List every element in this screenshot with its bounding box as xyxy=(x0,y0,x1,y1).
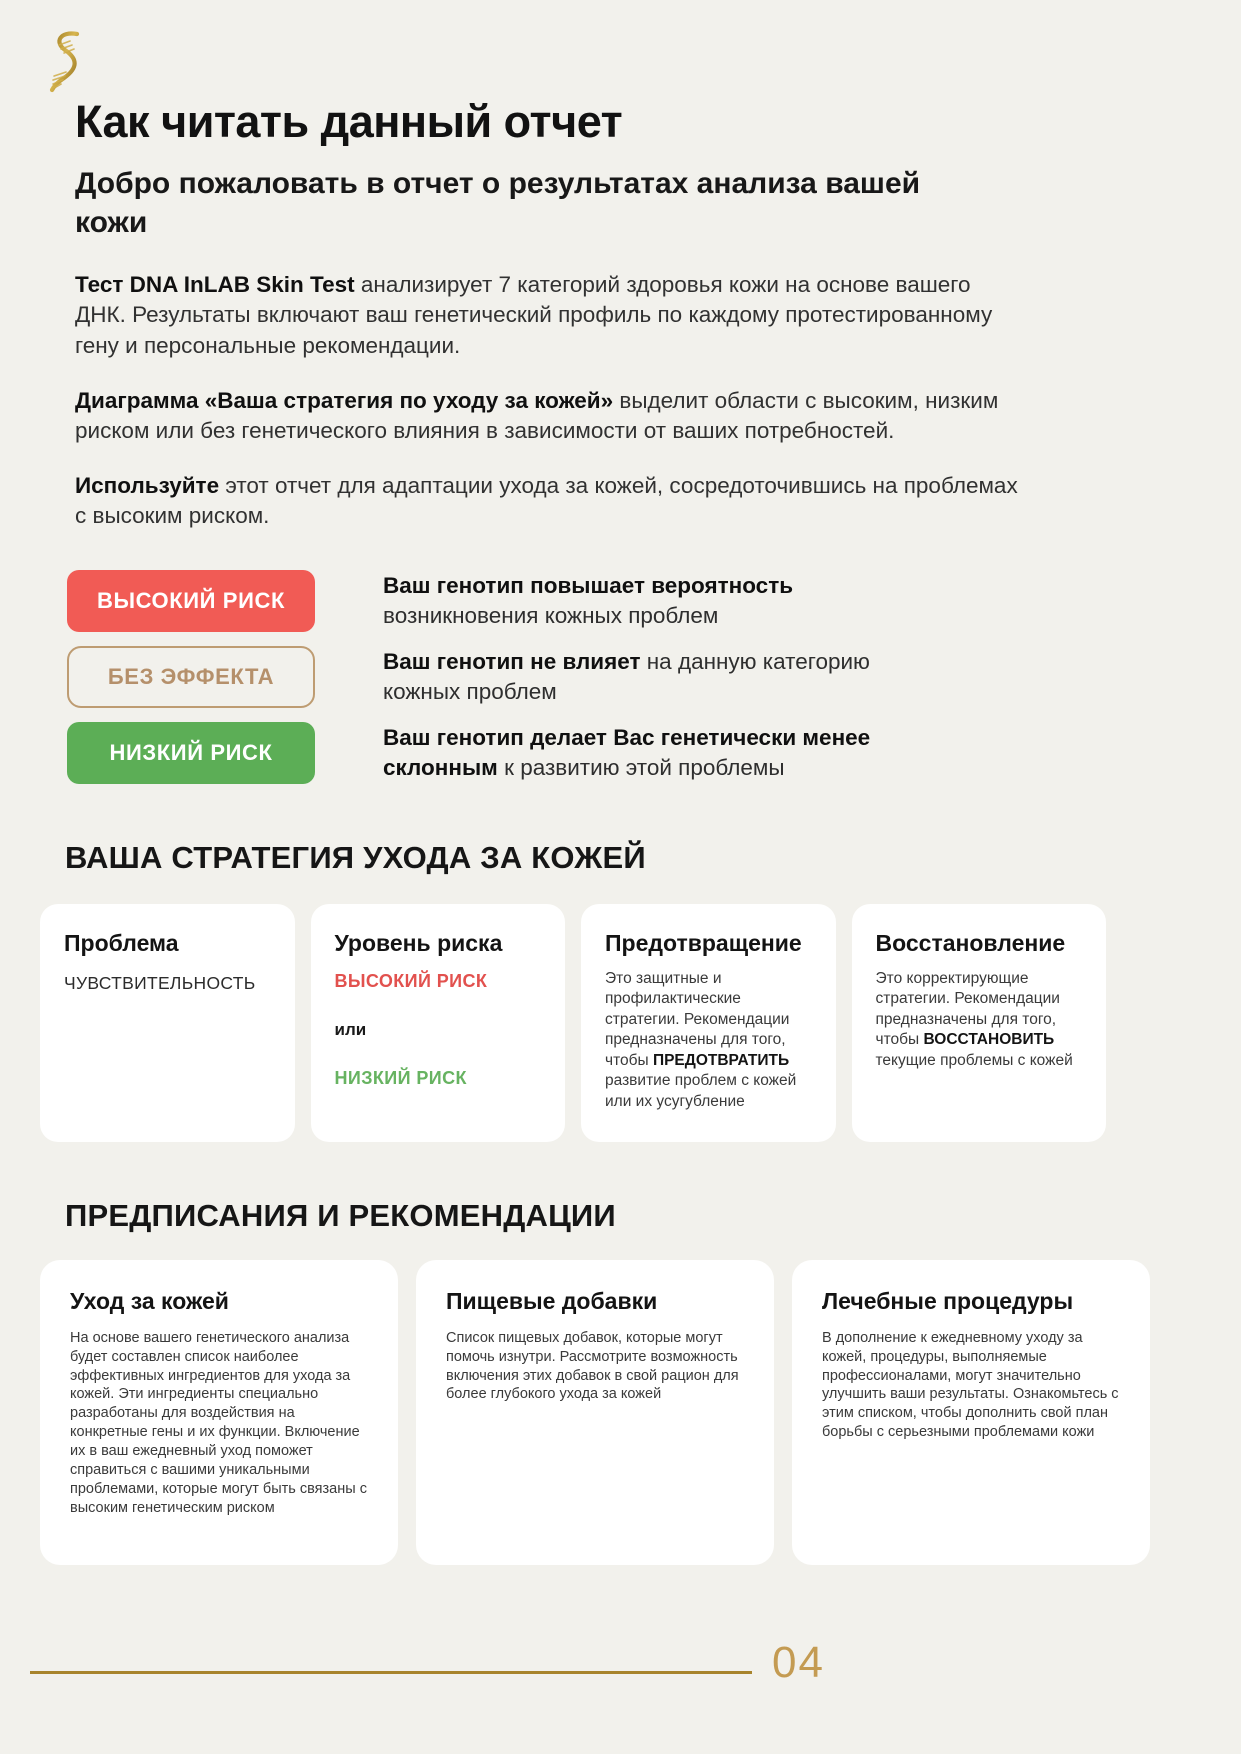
prescriptions-cards-row xyxy=(40,1260,1150,1565)
strategy-cards-row xyxy=(40,904,1106,1142)
page-subtitle: Добро пожаловать в отчет о результатах анализа вашей кожи xyxy=(75,166,921,239)
strategy-card-restoration xyxy=(852,904,1107,1142)
high-risk-description xyxy=(383,571,888,632)
strategy-section-heading: ВАША СТРАТЕГИЯ УХОДА ЗА КОЖЕЙ xyxy=(65,839,646,875)
prevention-body-bold: ПРЕДОТВРАТИТЬ xyxy=(652,1051,790,1069)
prescription-card-skincare xyxy=(40,1260,398,1565)
prescription-card-supplements xyxy=(416,1260,774,1565)
intro-paragraph-3-text: этот отчет для адаптации ухода за кожей, сосредоточившись на проблемах с высоким риском. xyxy=(75,472,1018,529)
prescription-card-supplements-title: Пищевые добавки xyxy=(446,1287,658,1314)
intro-paragraph-2 xyxy=(75,386,1025,447)
page-title: Как читать данный отчет xyxy=(75,96,623,147)
legend-row-low-risk xyxy=(67,722,1150,784)
footer-divider-line xyxy=(30,1671,752,1674)
content-column xyxy=(40,0,1150,1565)
low-risk-description-text: к развитию этой проблемы xyxy=(497,754,785,780)
prescription-card-treatments-body: В дополнение к ежедневному уходу за кожей, процедуры, выполняемые профессионалами, могут значительно улучшить ваши результаты. Ознакомьтесь с этим списком, чтобы дополнить свой план борьбы с серьезными проблемами кожи xyxy=(822,1329,1119,1441)
intro-paragraph-1 xyxy=(75,270,1025,362)
no-effect-description xyxy=(383,647,888,708)
no-effect-badge: БЕЗ ЭФФЕКТА xyxy=(67,646,315,708)
prescriptions-section-heading: ПРЕДПИСАНИЯ И РЕКОМЕНДАЦИИ xyxy=(65,1197,616,1233)
high-risk-description-text: возникновения кожных проблем xyxy=(383,602,719,628)
legend-row-high-risk xyxy=(67,570,1150,632)
strategy-card-risk-level-title: Уровень риска xyxy=(334,929,503,956)
strategy-card-problem-title: Проблема xyxy=(64,929,179,956)
strategy-card-problem-value: ЧУВСТВИТЕЛЬНОСТЬ xyxy=(64,972,256,993)
strategy-card-prevention-title: Предотвращение xyxy=(605,929,802,956)
no-effect-description-text: на данную категорию кожных проблем xyxy=(383,648,870,704)
prescription-card-skincare-title: Уход за кожей xyxy=(70,1287,229,1314)
intro-paragraph-1-bold: Тест DNA InLAB Skin Test xyxy=(75,271,355,297)
strategy-card-restoration-title: Восстановление xyxy=(875,929,1066,956)
intro-paragraph-3 xyxy=(75,471,1025,532)
strategy-card-restoration-body xyxy=(876,969,1083,1071)
intro-paragraph-1-text: анализирует 7 категорий здоровья кожи на основе вашего ДНК. Результаты включают ваш генетический профиль по каждому протестированному гену и персональные рекомендации. xyxy=(75,271,993,358)
intro-paragraph-3-bold: Используйте xyxy=(75,472,220,498)
prevention-body-pre: Это защитные и профилактические стратегии. Рекомендации предназначены для того, чтобы xyxy=(605,969,790,1069)
prescription-card-treatments-title: Лечебные процедуры xyxy=(822,1287,1074,1314)
high-risk-description-bold: Ваш генотип повышает вероятность xyxy=(383,572,794,598)
strategy-card-prevention-body xyxy=(605,969,812,1112)
strategy-card-risk-level xyxy=(311,904,566,1142)
low-risk-description xyxy=(383,723,888,784)
prescription-card-treatments xyxy=(792,1260,1150,1565)
intro-paragraph-2-text: выделит области с высоким, низким риском или без генетического влияния в зависимости от ваших потребностей. xyxy=(75,387,999,444)
low-risk-badge: НИЗКИЙ РИСК xyxy=(67,722,315,784)
high-risk-badge: ВЫСОКИЙ РИСК xyxy=(67,570,315,632)
prescription-card-supplements-body: Список пищевых добавок, которые могут помочь изнутри. Рассмотрите возможность включения этих добавок в свой рацион для более глубокого ухода за кожей xyxy=(446,1329,739,1403)
low-risk-description-bold: Ваш генотип делает Вас генетически менее склонным xyxy=(383,724,871,780)
intro-paragraph-2-bold: Диаграмма «Ваша стратегия по уходу за кожей» xyxy=(75,387,614,413)
restoration-body-pre: Это корректирующие стратегии. Рекомендации предназначены для того, чтобы xyxy=(875,969,1060,1049)
strategy-card-problem xyxy=(40,904,295,1142)
restoration-body-post: текущие проблемы с кожей xyxy=(875,1051,1073,1069)
intro-section xyxy=(75,96,1150,532)
no-effect-description-bold: Ваш генотип не влияет xyxy=(383,648,641,674)
prescription-card-skincare-body: На основе вашего генетического анализа будет составлен список наиболее эффективных ингредиентов для ухода за кожей. Эти ингредиенты специально разработаны для воздействия на конкретные гены и их функции. Включение их в ваш ежедневный уход поможет справиться с вашими уникальными проблемами, которые могут быть связаны с высоким генетическим риском xyxy=(70,1329,367,1516)
risk-level-low-label: НИЗКИЙ РИСК xyxy=(334,1067,467,1088)
prevention-body-post: развитие проблем с кожей или их усугубление xyxy=(605,1072,797,1110)
risk-level-or-label: или xyxy=(334,1019,367,1039)
risk-legend xyxy=(67,570,1150,784)
page-number: 04 xyxy=(772,1638,825,1687)
strategy-card-prevention xyxy=(581,904,836,1142)
legend-row-no-effect xyxy=(67,646,1150,708)
restoration-body-bold: ВОССТАНОВИТЬ xyxy=(923,1031,1055,1049)
risk-level-high-label: ВЫСОКИЙ РИСК xyxy=(334,970,488,991)
